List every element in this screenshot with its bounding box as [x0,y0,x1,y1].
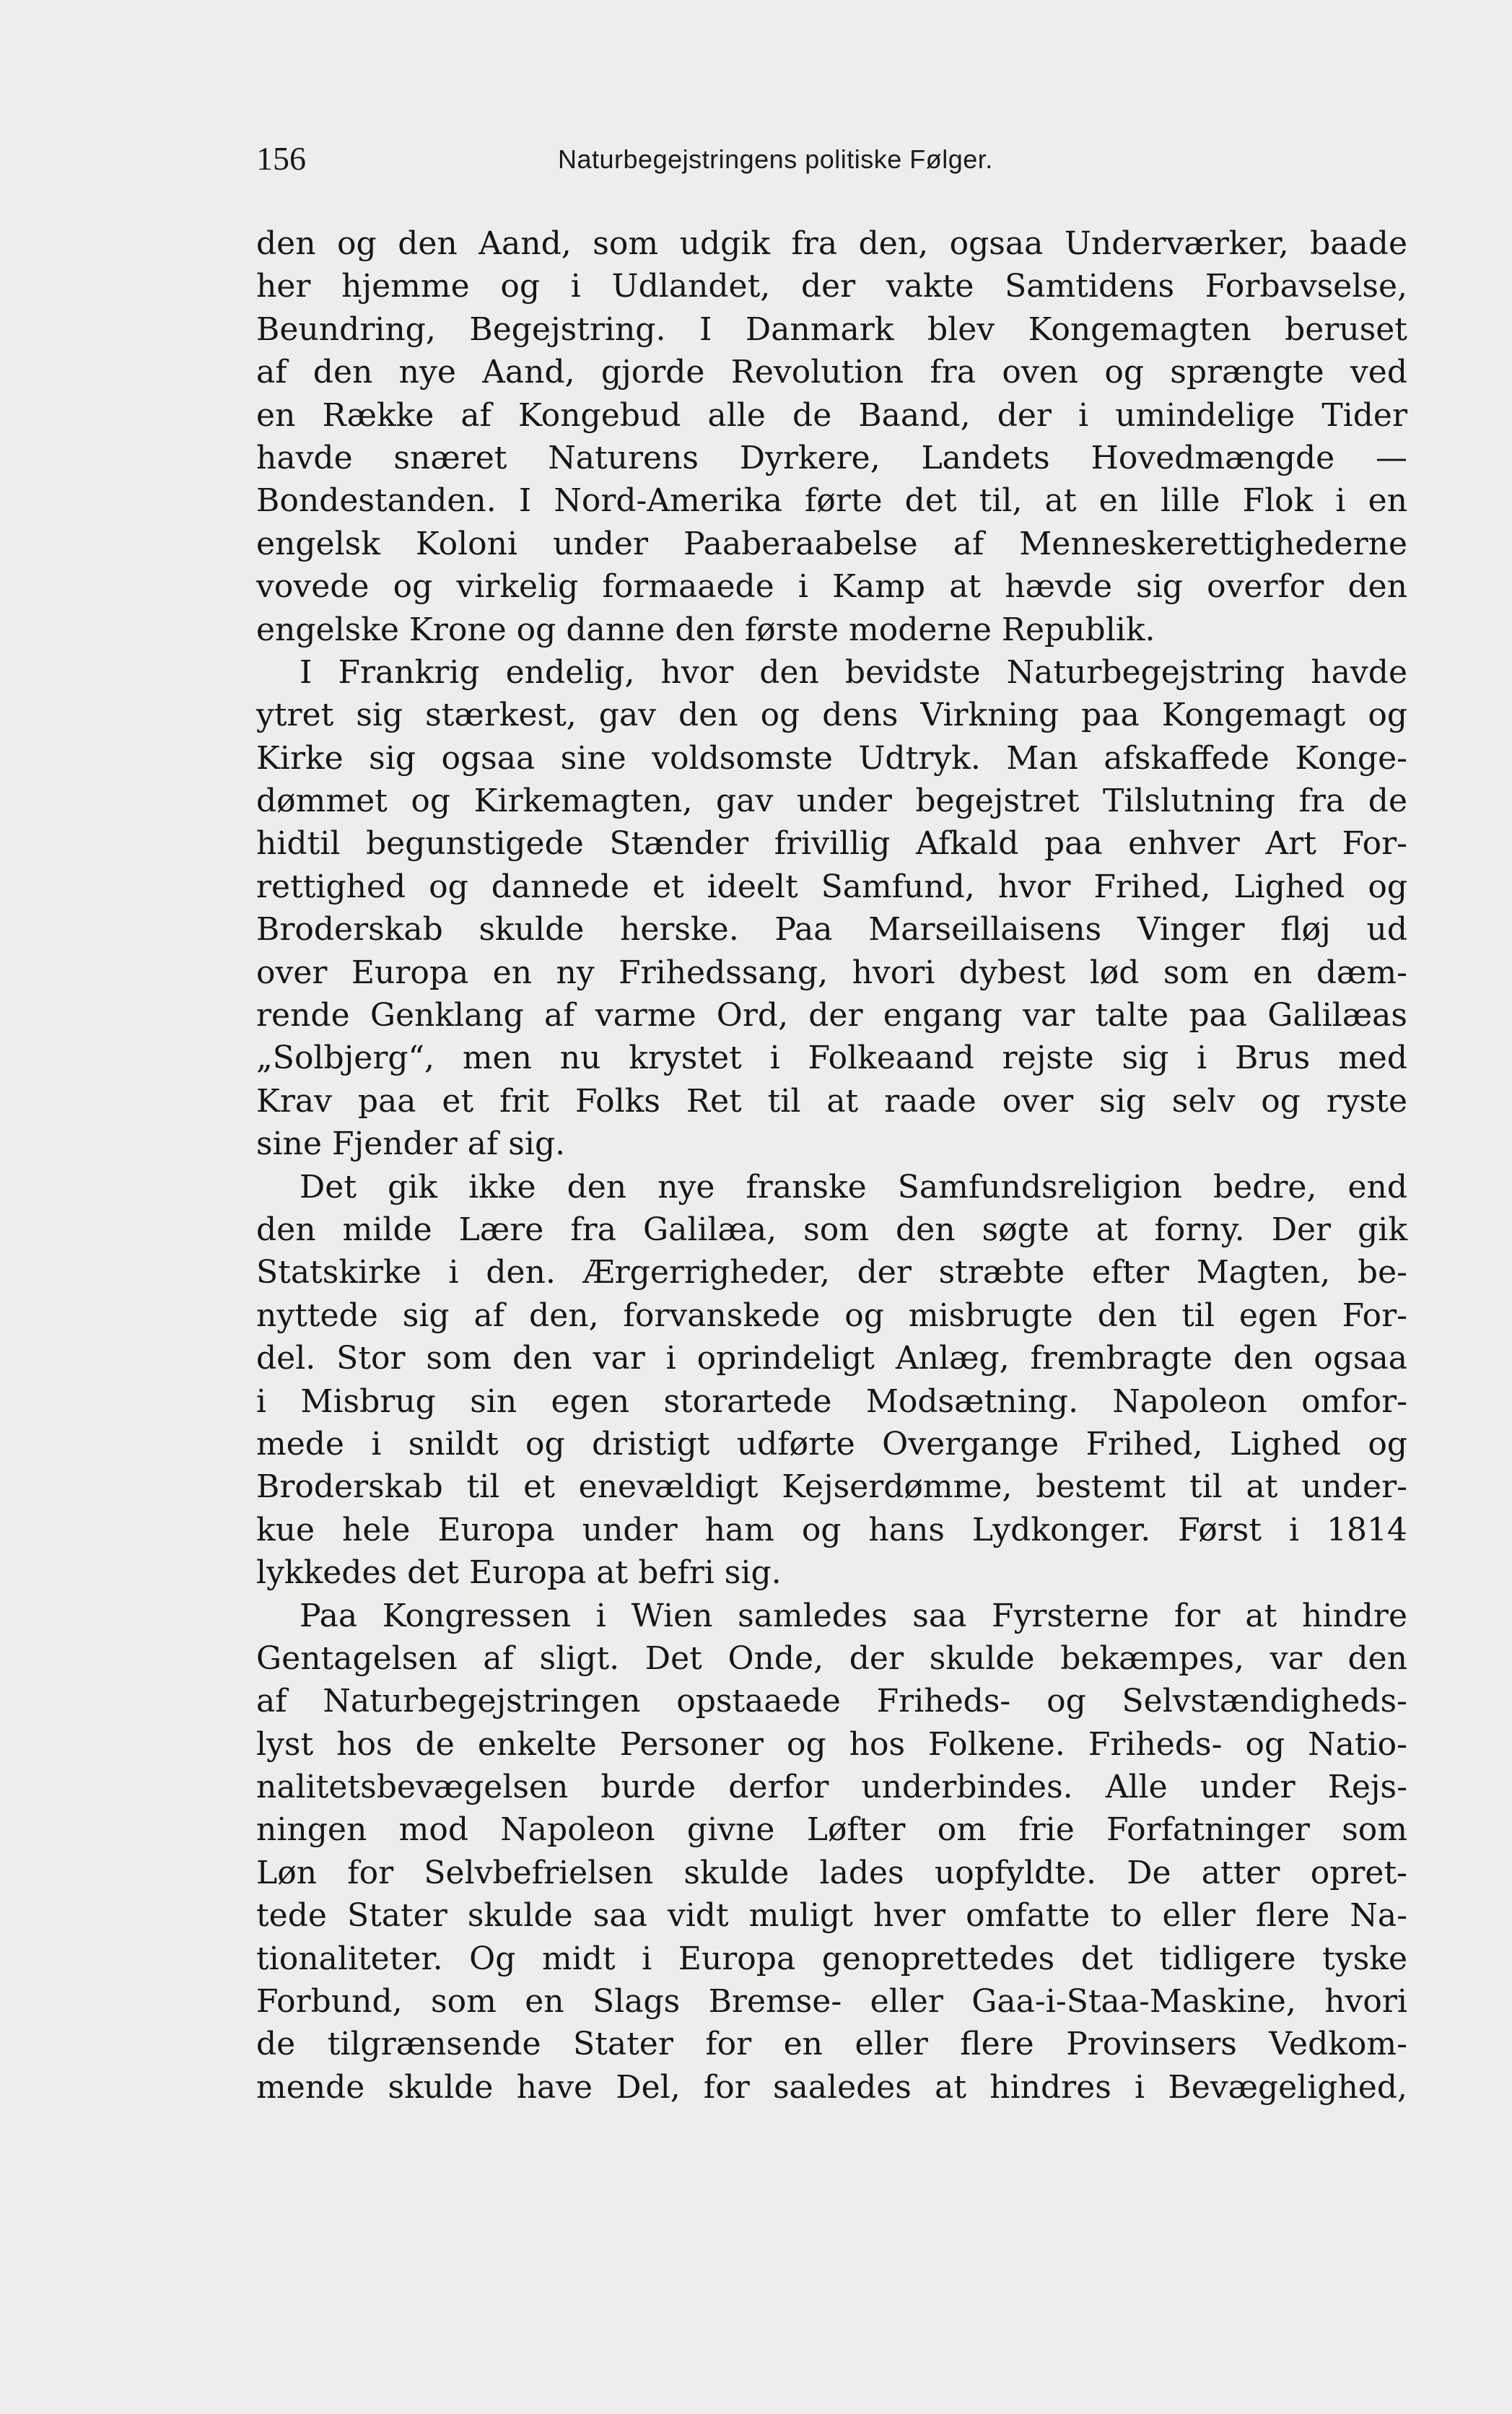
text-line: de tilgrænsende Stater for en eller flere Provinsers Vedkom- [256,2026,1407,2063]
text-line: dømmet og Kirkemagten, gav under begejstret Tilslutning fra de [256,783,1407,820]
text-body [256,222,1407,2109]
text-line: engelske Krone og danne den første moderne Republik. [256,611,1155,648]
text-line: Broderskab skulde herske. Paa Marseillaisens Vinger fløj ud [256,911,1407,949]
paragraph [256,1166,1407,1595]
text-line: vovede og virkelig formaaede i Kamp at hævde sig overfor den [256,568,1407,606]
text-line: mede i snildt og dristigt udførte Overgange Frihed, Lighed og [256,1425,1407,1463]
text-line: Beundring, Begejstring. I Danmark blev Kongemagten beruset [256,310,1407,348]
text-line: en Række af Kongebud alle de Baand, der i umindelige Tider [256,396,1407,434]
text-line: engelsk Koloni under Paaberaabelse af Menneskerettighederne [256,525,1407,562]
text-line: nyttede sig af den, forvanskede og misbrugte den til egen For- [256,1297,1407,1334]
page-number: 156 [256,140,306,177]
text-line: tionaliteter. Og midt i Europa genoprettedes det tidligere tyske [256,1940,1407,1977]
text-line: Statskirke i den. Ærgerrigheder, der stræbte efter Magten, be- [256,1254,1407,1291]
text-line: Paa Kongressen i Wien samledes saa Fyrsterne for at hindre [300,1597,1407,1634]
text-line: ytret sig stærkest, gav den og dens Virkning paa Kongemagt og [256,697,1407,734]
text-line: del. Stor som den var i oprindeligt Anlæg, frembragte den ogsaa [256,1340,1407,1377]
text-line: Bondestanden. I Nord-Amerika førte det til, at en lille Flok i en [256,482,1407,520]
text-line: Broderskab til et enevældigt Kejserdømme, bestemt til at under- [256,1468,1407,1506]
text-line: rende Genklang af varme Ord, der engang var talte paa Galilæas [256,997,1407,1034]
text-line: over Europa en ny Frihedssang, hvori dybest lød som en dæm- [256,954,1407,991]
text-line: Det gik ikke den nye franske Samfundsreligion bedre, end [300,1168,1407,1206]
paragraph [256,1595,1407,2109]
text-line: hidtil begunstigede Stænder frivillig Afkald paa enhver Art For- [256,825,1407,863]
text-line: kue hele Europa under ham og hans Lydkonger. Først i 1814 [256,1511,1407,1548]
text-line: Krav paa et frit Folks Ret til at raade over sig selv og ryste [256,1082,1407,1120]
text-line: her hjemme og i Udlandet, der vakte Samtidens Forbavselse, [256,268,1407,305]
text-line: „Solbjerg“, men nu krystet i Folkeaand rejste sig i Brus med [256,1040,1407,1077]
text-line: lykkedes det Europa at befri sig. [256,1554,782,1592]
text-line: Gentagelsen af sligt. Det Onde, der skulde bekæmpes, var den [256,1639,1407,1677]
text-line: Kirke sig ogsaa sine voldsomste Udtryk. Man afskaffede Konge- [256,739,1407,777]
text-line: tede Stater skulde saa vidt muligt hver omfatte to eller flere Na- [256,1897,1407,1935]
paragraph [256,222,1407,651]
text-line: sine Fjender af sig. [256,1125,566,1163]
text-line: nalitetsbevægelsen burde derfor underbindes. Alle under Rejs- [256,1769,1407,1806]
running-head [256,137,1407,180]
paragraph [256,651,1407,1166]
text-line: den milde Lære fra Galilæa, som den søgte at forny. Der gik [256,1211,1407,1248]
text-line: ningen mod Napoleon givne Løfter om frie Forfatninger som [256,1811,1407,1849]
text-line: i Misbrug sin egen storartede Modsætning. Napoleon omfor- [256,1382,1407,1420]
text-line: den og den Aand, som udgik fra den, ogsaa Underværker, baade [256,225,1407,262]
text-line: rettighed og dannede et ideelt Samfund, hvor Frihed, Lighed og [256,868,1407,905]
text-line: I Frankrig endelig, hvor den bevidste Naturbegejstring havde [300,653,1407,691]
text-line: Forbund, som en Slags Bremse- eller Gaa-i-Staa-Maskine, hvori [256,1983,1407,2021]
running-title: Naturbegejstringens politiske Følger. [558,144,993,174]
text-line: af Naturbegejstringen opstaaede Friheds- og Selvstændigheds- [256,1683,1407,1720]
text-line: lyst hos de enkelte Personer og hos Folkene. Friheds- og Natio- [256,1725,1407,1763]
text-line: havde snæret Naturens Dyrkere, Landets Hovedmængde — [256,439,1407,476]
text-line: af den nye Aand, gjorde Revolution fra oven og sprængte ved [256,354,1407,391]
text-line: mende skulde have Del, for saaledes at hindres i Bevægelighed, [256,2068,1407,2106]
text-line: Løn for Selvbefrielsen skulde lades uopfyldte. De atter opret- [256,1854,1407,1891]
